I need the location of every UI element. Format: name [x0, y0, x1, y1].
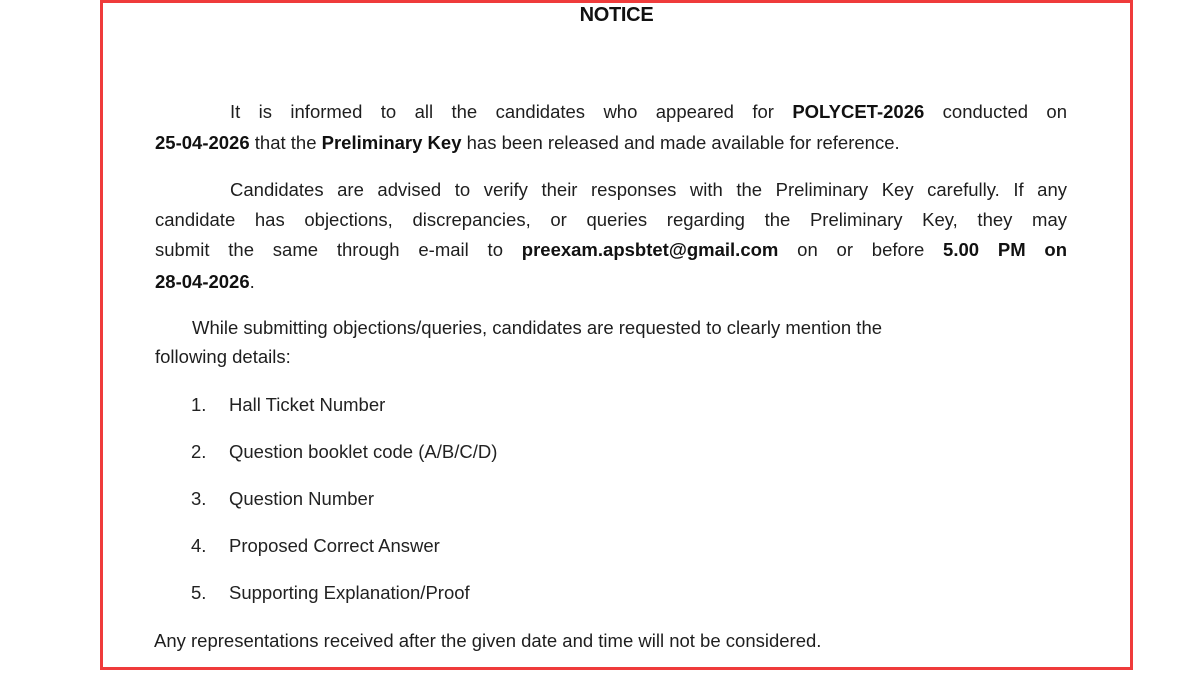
closing-statement: Any representations received after the given date and time will not be considered. — [154, 630, 822, 651]
paragraph-3-line-1: While submitting objections/queries, candidates are requested to clearly mention the — [192, 317, 883, 338]
text: It is informed to all the candidates who appeared for — [230, 101, 793, 122]
paragraph-1-line-2 — [155, 132, 900, 154]
text: that the — [249, 132, 322, 153]
list-label: Question booklet code (A/B/C/D) — [229, 441, 498, 462]
paragraph-1-line-1 — [155, 101, 1067, 123]
list-number: 3. — [191, 488, 207, 509]
preliminary-key-label: Preliminary Key — [321, 132, 462, 153]
details-list-item — [191, 582, 470, 604]
exam-name: POLYCET-2026 — [792, 101, 925, 122]
list-label: Proposed Correct Answer — [229, 535, 440, 556]
details-list-item — [191, 441, 497, 463]
list-number: 5. — [191, 582, 207, 603]
paragraph-3-line-2: following details: — [155, 346, 291, 367]
list-label: Hall Ticket Number — [229, 394, 386, 415]
details-list-item — [191, 394, 385, 416]
list-label: Question Number — [229, 488, 374, 509]
list-number: 4. — [191, 535, 207, 556]
text: submit the same through e-mail to — [155, 239, 522, 260]
paragraph-2-line-4 — [155, 271, 255, 293]
exam-date: 25-04-2026 — [155, 132, 250, 153]
text: conducted on — [924, 101, 1067, 122]
text: on or before — [778, 239, 944, 260]
paragraph-2-line-3 — [155, 239, 1067, 261]
details-list-item — [191, 488, 374, 510]
list-number: 1. — [191, 394, 207, 415]
deadline-date: 28-04-2026 — [155, 271, 250, 292]
details-list-item — [191, 535, 440, 557]
list-label: Supporting Explanation/Proof — [229, 582, 470, 603]
deadline-time: 5.00 PM on — [943, 239, 1068, 260]
paragraph-2-line-2: candidate has objections, discrepancies, or queries regarding the Preliminary Key, they may — [155, 209, 1067, 230]
list-number: 2. — [191, 441, 207, 462]
paragraph-2-line-1: Candidates are advised to verify their responses with the Preliminary Key carefully. If any — [230, 179, 1067, 200]
text: . — [249, 271, 255, 292]
email-address[interactable]: preexam.apsbtet@gmail.com — [521, 239, 779, 260]
notice-title: NOTICE — [579, 4, 654, 26]
text: has been released and made available for reference. — [461, 132, 900, 153]
